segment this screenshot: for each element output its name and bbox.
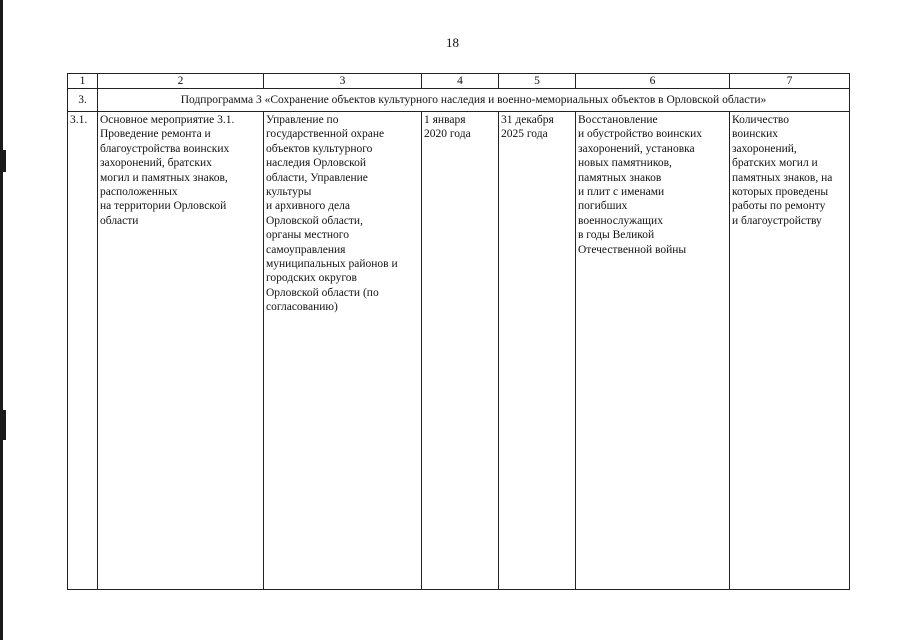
scan-edge-mark <box>0 410 6 440</box>
column-number: 1 <box>68 74 98 89</box>
column-number: 3 <box>264 74 422 89</box>
subprogram-number: 3. <box>68 89 98 112</box>
responsible-executor: Управление по государственной охране объектов культурного наследия Орловской области, Управление культуры и архивного дела Орловской области, органы местного самоуправления муниципальных районов и городских округов Орловской области (по согласованию) <box>266 114 398 314</box>
column-number: 4 <box>422 74 499 89</box>
column-number: 5 <box>499 74 576 89</box>
subprogram-title: Подпрограмма 3 «Сохранение объектов культурного наследия и военно-мемориальных объектов в Орловской области» <box>98 89 850 112</box>
plan-table <box>67 73 850 590</box>
scan-edge-mark <box>0 150 6 172</box>
expected-result: Восстановление и обустройство воинских захоронений, установка новых памятников, памятных знаков и плит с именами погибших военнослужащих в годы Великой Отечественной войны <box>578 114 702 256</box>
column-number: 7 <box>730 74 850 89</box>
page-number: 18 <box>446 35 459 50</box>
measure-number: 3.1. <box>70 114 88 126</box>
end-date: 31 декабря 2025 года <box>501 114 554 141</box>
column-number: 2 <box>98 74 264 89</box>
start-date: 1 января 2020 года <box>424 114 471 141</box>
scan-left-edge <box>0 0 3 640</box>
target-indicator: Количество воинских захоронений, братских могил и памятных знаков, на которых проведены работы по ремонту и благоустройству <box>732 114 833 227</box>
measure-row <box>68 112 850 590</box>
column-number-row <box>68 74 850 89</box>
measure-name: Основное мероприятие 3.1. Проведение ремонта и благоустройства воинских захоронений, братских могил и памятных знаков, расположенных на территории Орловской области <box>100 114 235 227</box>
subprogram-row <box>68 89 850 112</box>
column-number: 6 <box>576 74 730 89</box>
